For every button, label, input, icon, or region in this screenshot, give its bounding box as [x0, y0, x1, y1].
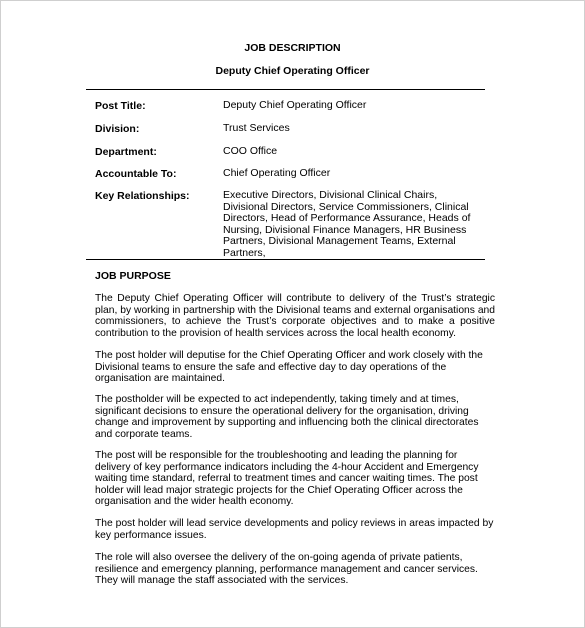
section-divider	[86, 259, 485, 260]
post-title-label: Post Title:	[95, 100, 146, 112]
purpose-paragraph: The role will also oversee the delivery of the on-going agenda of private patients, resilience and emergency planning, performance management and cancer services. They will manage the staff associated with the services.	[95, 552, 478, 587]
accountable-to-value: Chief Operating Officer	[223, 167, 331, 179]
purpose-paragraph: The Deputy Chief Operating Officer will contribute to delivery of the Trust’s strategic plan, by working in partnership with the Divisional teams and external organisations and commissioners, to achieve the Trust’s corporate objectives and to make a positive contribution to the provision of health services across the local health economy.	[95, 293, 495, 339]
department-label: Department:	[95, 146, 157, 158]
division-value: Trust Services	[223, 122, 290, 134]
accountable-to-label: Accountable To:	[95, 168, 177, 180]
purpose-paragraph: The post will be responsible for the troubleshooting and leading the planning for delivery of key performance indicators including the 4-hour Accident and Emergency waiting time standard, referral to treatment times and cancer waiting times. The post holder will lead major strategic projects for the Chief Operating Officer across the organisation and the wider health economy.	[95, 450, 479, 508]
post-title-value: Deputy Chief Operating Officer	[223, 99, 367, 111]
document-subtitle: Deputy Chief Operating Officer	[215, 65, 370, 77]
purpose-paragraph: The postholder will be expected to act independently, taking timely and at times, significant decisions to ensure the operational delivery for the organisation, driving change and improvement by supporting and influencing both the clinical directorates and corporate teams.	[95, 394, 479, 440]
key-relationships-label: Key Relationships:	[95, 190, 190, 202]
job-purpose-heading: JOB PURPOSE	[95, 270, 171, 282]
document-title: JOB DESCRIPTION	[244, 42, 341, 54]
purpose-paragraph: The post holder will deputise for the Chief Operating Officer and work closely with the Divisional teams to ensure the safe and effective day to day operations of the organisation are maintained.	[95, 350, 483, 385]
department-value: COO Office	[223, 145, 278, 157]
purpose-paragraph: The post holder will lead service developments and policy reviews in areas impacted by key performance issues.	[95, 518, 494, 541]
division-label: Division:	[95, 123, 140, 135]
top-divider	[86, 89, 485, 90]
key-relationships-value: Executive Directors, Divisional Clinical Chairs, Divisional Directors, Service Commissioners, Clinical Directors, Head of Performance Assurance, Heads of Nursing, Divisional Finance Managers, HR Business Partners, Divisional Management Teams, External Partners,	[223, 189, 471, 259]
